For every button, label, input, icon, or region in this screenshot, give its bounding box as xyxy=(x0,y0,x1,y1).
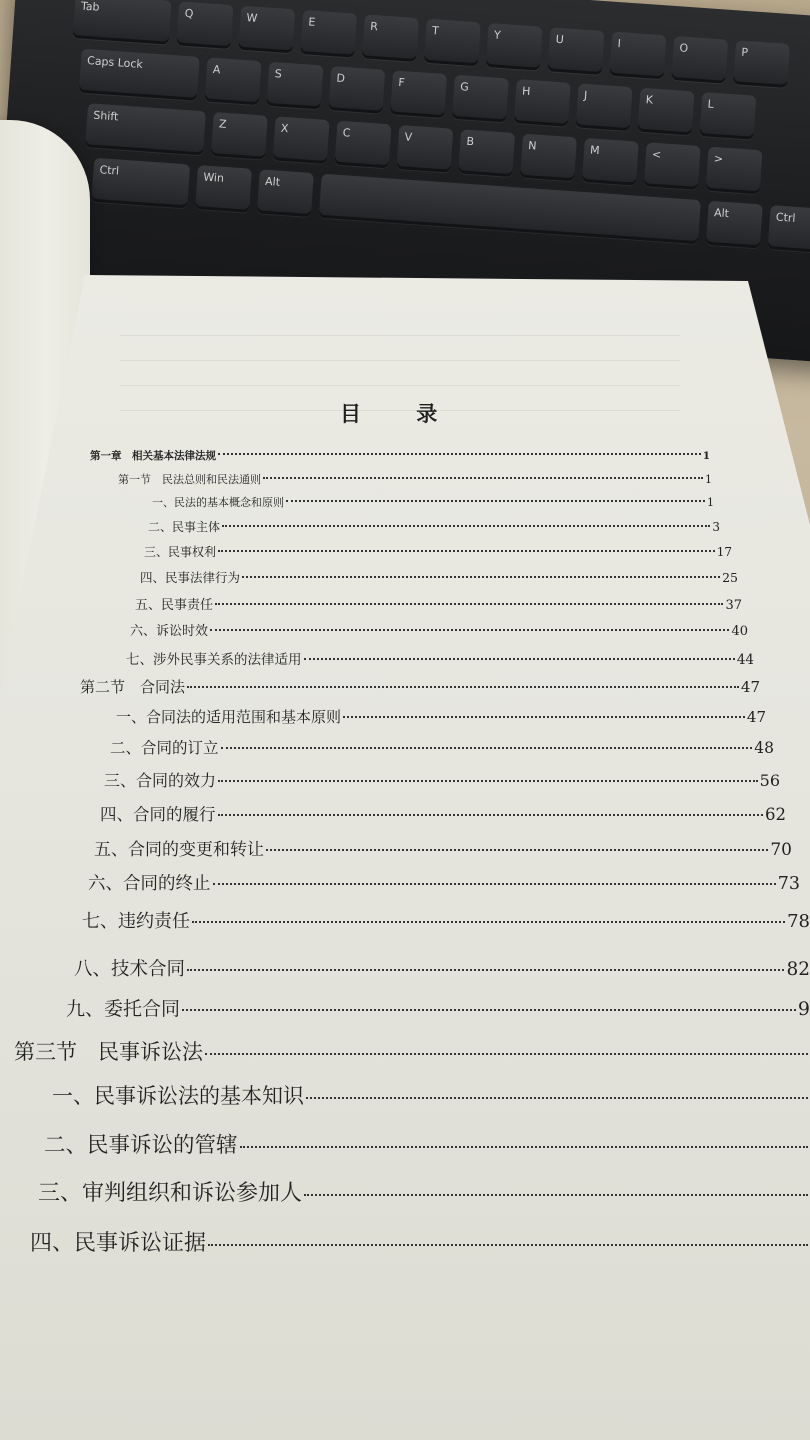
key: Caps Lock xyxy=(79,49,200,101)
toc-entry xyxy=(66,994,810,1021)
toc-entry-page: 78 xyxy=(787,911,810,932)
toc-entry-label: 五、合同的变更和转让 xyxy=(94,840,264,860)
key: R xyxy=(362,14,419,62)
toc-entry-label: 第一章 相关基本法律法规 xyxy=(90,450,216,462)
toc-entry-page: 1 xyxy=(702,450,710,462)
toc-entry xyxy=(152,494,714,510)
toc-entry-page: 48 xyxy=(754,739,774,757)
toc-entry xyxy=(44,1128,810,1159)
key: Alt xyxy=(257,169,314,217)
key: B xyxy=(458,129,515,177)
key: D xyxy=(328,66,385,114)
toc-entry-label: 一、合同法的适用范围和基本原则 xyxy=(116,708,342,726)
toc-entry-page: 9 xyxy=(797,998,810,1020)
toc-entry xyxy=(90,448,710,463)
toc-entry xyxy=(135,594,742,613)
toc-entry xyxy=(148,518,720,535)
toc-entry-label: 二、合同的订立 xyxy=(110,739,219,757)
toc-entry-page: 82 xyxy=(786,959,810,980)
key: J xyxy=(576,83,633,131)
key: C xyxy=(335,121,392,169)
toc-entry xyxy=(74,955,810,981)
toc-entry xyxy=(14,1036,810,1066)
toc-entry-label: 一、民事诉讼法的基本知识 xyxy=(52,1084,304,1108)
toc-entry xyxy=(30,1226,810,1257)
key: Q xyxy=(176,1,233,49)
toc-entry-label: 一、民法的基本概念和原则 xyxy=(152,496,284,509)
toc-entry-label: 九、委托合同 xyxy=(66,998,181,1020)
toc-entry xyxy=(82,907,810,933)
toc-entry xyxy=(130,620,748,639)
key: Tab xyxy=(73,0,172,45)
key: > xyxy=(706,147,763,195)
toc-title: 目 录 xyxy=(340,401,462,426)
key: M xyxy=(582,138,639,186)
toc-entry-page: 56 xyxy=(759,771,780,790)
toc-entry-label: 六、合同的终止 xyxy=(88,874,211,894)
toc-entry-page: 47 xyxy=(740,678,760,696)
toc-entry xyxy=(110,736,774,758)
toc-entry-page: 62 xyxy=(765,805,786,824)
key: Ctrl xyxy=(91,158,190,209)
key: I xyxy=(609,32,666,80)
key: U xyxy=(548,27,605,75)
toc-entry xyxy=(116,706,766,727)
toc-entry xyxy=(88,870,800,895)
toc-entry-label: 第二节 合同法 xyxy=(80,678,186,696)
toc-entry-label: 七、涉外民事关系的法律适用 xyxy=(126,652,302,668)
toc-entry-page: 3 xyxy=(712,520,720,534)
toc-entry-label: 三、审判组织和诉讼参加人 xyxy=(38,1181,303,1206)
key: V xyxy=(396,125,453,173)
toc-entry-label: 五、民事责任 xyxy=(135,598,214,613)
toc-entry xyxy=(140,568,738,586)
key: P xyxy=(733,40,790,88)
key: O xyxy=(671,36,728,84)
toc-entry-label: 六、诉讼时效 xyxy=(130,624,209,639)
key: H xyxy=(514,79,571,127)
toc-entry xyxy=(52,1080,810,1110)
toc-entry xyxy=(94,835,792,860)
toc-entry-label: 七、违约责任 xyxy=(82,911,190,932)
key: G xyxy=(452,75,509,123)
key: Y xyxy=(486,23,543,71)
key: T xyxy=(424,19,481,67)
toc-entry-label: 第三节 民事诉讼法 xyxy=(14,1040,203,1064)
toc-entry-label: 四、合同的履行 xyxy=(100,805,216,824)
toc-entry-label: 三、民事权利 xyxy=(144,545,217,559)
key: S xyxy=(266,62,323,110)
key: < xyxy=(644,142,701,190)
toc-entry xyxy=(104,768,780,791)
key: W xyxy=(238,6,295,54)
toc-entry-page: 25 xyxy=(722,570,738,585)
toc-entry-page: 40 xyxy=(731,624,748,639)
key: Win xyxy=(195,165,252,213)
toc-entry-page: 47 xyxy=(746,708,766,726)
toc-entry-label: 第一节 民法总则和民法通则 xyxy=(118,473,261,486)
toc-entry-label: 八、技术合同 xyxy=(74,959,186,980)
key: K xyxy=(638,88,695,136)
toc-entry-label: 二、民事主体 xyxy=(148,520,221,534)
key: F xyxy=(390,70,447,118)
key: N xyxy=(520,134,577,182)
toc-entry xyxy=(118,471,712,487)
toc-entry-page: 1 xyxy=(705,473,712,486)
key: Shift xyxy=(85,103,206,155)
toc-entry-page: 17 xyxy=(716,545,732,559)
toc-entry xyxy=(38,1176,810,1207)
toc-entry-page: 44 xyxy=(736,652,754,668)
toc-entry-page: 70 xyxy=(770,840,792,860)
key: Ctrl xyxy=(768,205,810,253)
toc-entry-page: 37 xyxy=(725,598,742,613)
toc-entry xyxy=(100,801,786,825)
key: E xyxy=(300,10,357,58)
key: Alt xyxy=(706,201,763,249)
toc-entry-page: 73 xyxy=(777,874,800,894)
toc-entry-label: 三、合同的效力 xyxy=(104,771,217,790)
toc-entry xyxy=(80,676,760,697)
toc-entry-page: 1 xyxy=(707,496,714,509)
toc-entry-label: 二、民事诉讼的管辖 xyxy=(44,1133,238,1158)
toc-entry-label: 四、民事法律行为 xyxy=(140,570,241,585)
toc-entry-label: 四、民事诉讼证据 xyxy=(30,1231,207,1256)
key: Z xyxy=(211,112,268,160)
toc-entry xyxy=(126,648,754,668)
key: A xyxy=(205,57,262,105)
key: L xyxy=(699,92,756,140)
toc-entry xyxy=(144,543,732,560)
key: X xyxy=(273,116,330,164)
